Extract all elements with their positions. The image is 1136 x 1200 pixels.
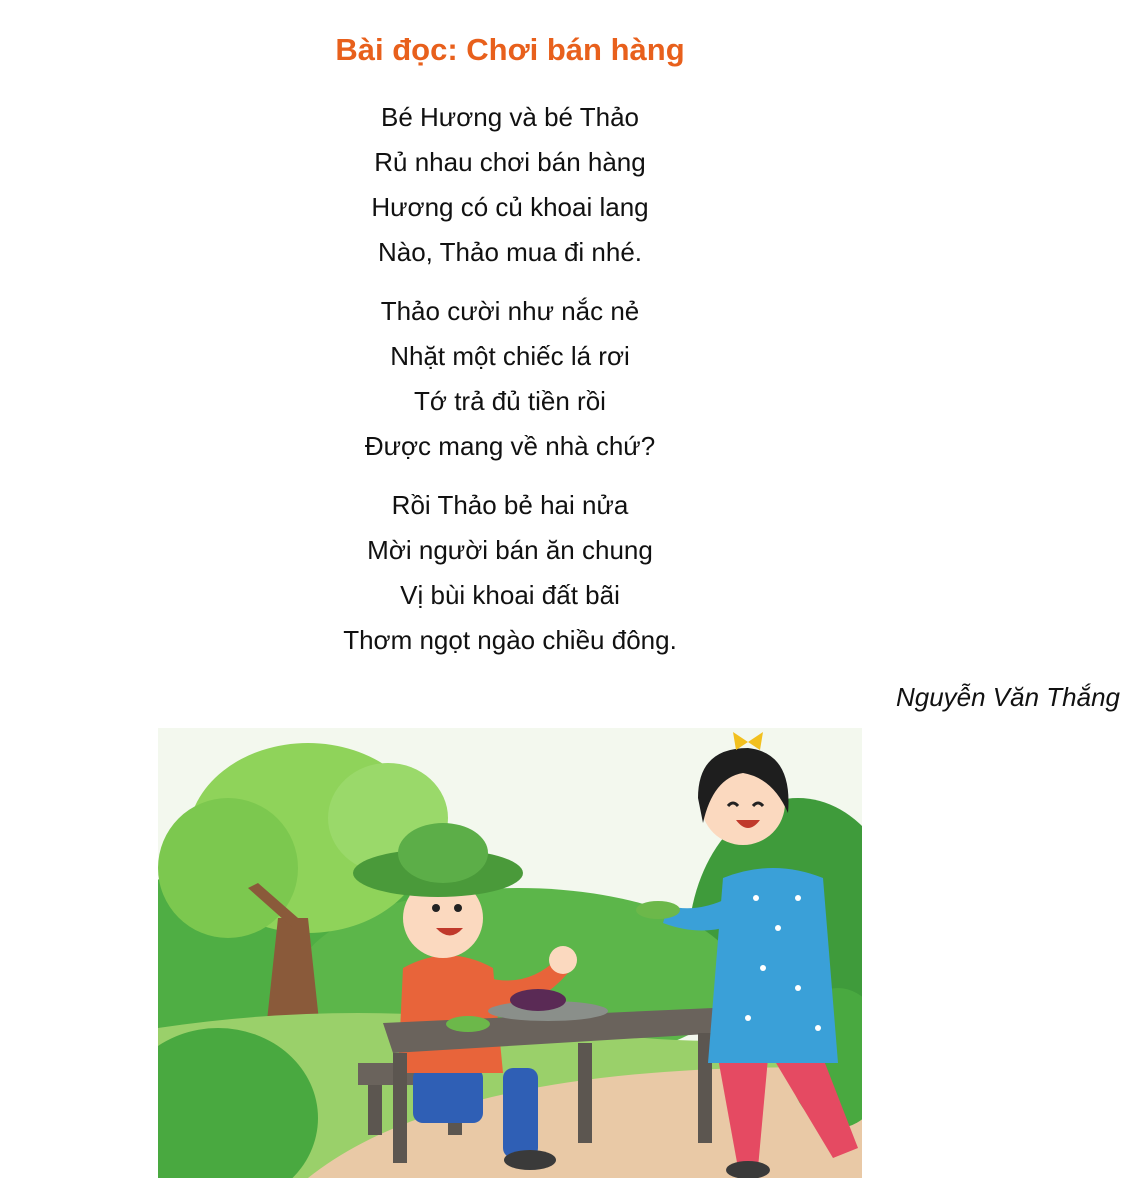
boy-eye — [454, 904, 462, 912]
boy-shirt — [398, 956, 503, 1074]
poem-line: Nào, Thảo mua đi nhé. — [377, 237, 643, 267]
poem-line: Thơm ngọt ngào chiều đông. — [343, 625, 677, 655]
poem-line: Rủ nhau chơi bán hàng — [374, 147, 646, 177]
poem-line: Tớ trả đủ tiền rồi — [414, 386, 606, 416]
boy-pants — [413, 1068, 483, 1123]
bench-leg — [368, 1085, 382, 1135]
boy-sandal — [504, 1150, 556, 1170]
author-name: Nguyễn Văn Thắng — [895, 682, 1120, 712]
poem-line: Vị bùi khoai đất bãi — [400, 580, 620, 610]
tree-canopy-left — [158, 798, 298, 938]
children-playing-shop-illustration — [158, 728, 862, 1178]
boy-leg — [503, 1068, 538, 1158]
stanza — [0, 483, 1020, 663]
boy-eye — [432, 904, 440, 912]
poem-line: Hương có củ khoai lang — [371, 192, 649, 222]
stanza — [0, 95, 1020, 275]
table-leg — [393, 1053, 407, 1163]
illustration — [158, 728, 862, 1178]
poem-line: Nhặt một chiếc lá rơi — [390, 341, 630, 371]
boy-hand — [549, 946, 577, 974]
girl-shirt — [708, 868, 838, 1063]
poem-line: Bé Hương và bé Thảo — [380, 102, 640, 132]
poem-line: Được mang về nhà chứ? — [364, 431, 656, 461]
poem — [0, 95, 1020, 677]
poem-line: Rồi Thảo bẻ hai nửa — [391, 490, 629, 520]
leaf-on-table — [446, 1016, 490, 1032]
leaf-in-hand — [636, 901, 680, 919]
poem-line: Thảo cười như nắc nẻ — [380, 296, 640, 326]
page-title: Bài đọc: Chơi bán hàng — [335, 32, 685, 67]
poem-line: Mời người bán ăn chung — [367, 535, 653, 565]
sweet-potato — [510, 989, 566, 1011]
stanza — [0, 289, 1020, 469]
boy-hat-top — [398, 823, 488, 883]
table-leg — [578, 1043, 592, 1143]
